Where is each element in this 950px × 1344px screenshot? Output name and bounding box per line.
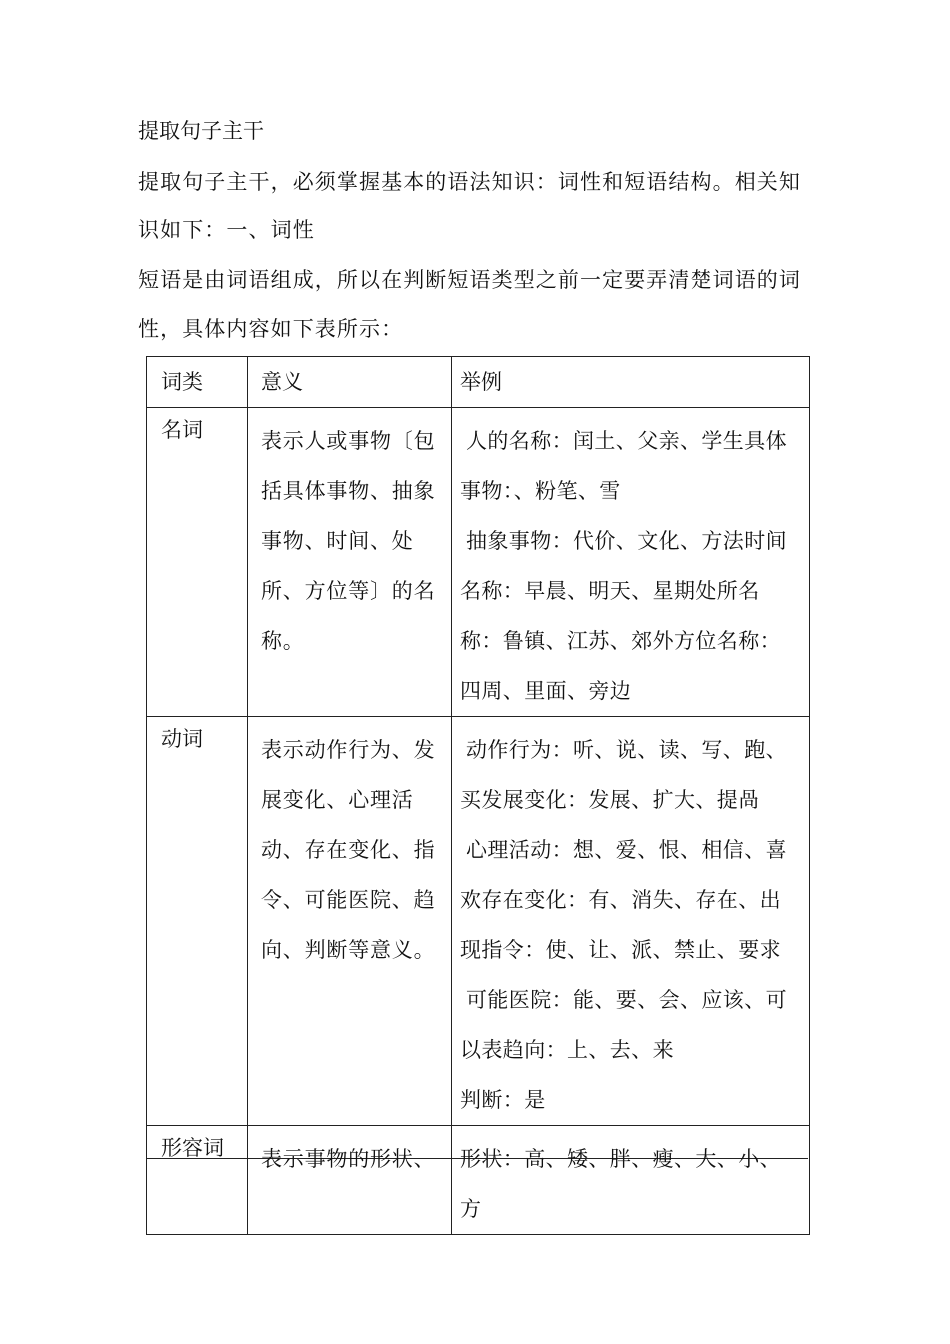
example-line: 事物：、粉笔、雪 [460, 479, 621, 503]
word-class-label: 动词 [161, 727, 203, 751]
word-class-cell [147, 717, 248, 1126]
meaning-line: 所、方位等〕的名 [261, 579, 436, 603]
meaning-text [248, 408, 451, 666]
meaning-line: 展变化、心理活 [261, 788, 414, 812]
example-line: 判断：是 [460, 1088, 546, 1112]
header-cell [147, 357, 248, 408]
example-line: 名称：早晨、明天、星期处所名 [460, 579, 760, 603]
meaning-line: 事物、时间、处 [261, 529, 414, 553]
example-line: 可能医院：能、要、会、应该、可 [466, 988, 787, 1012]
example-line: 买发展变化：发展、扩大、提咼 [460, 788, 760, 812]
example-line: 四周、里面、旁边 [460, 679, 632, 703]
meaning-cell [248, 1126, 452, 1235]
header-cell [452, 357, 810, 408]
examples-text [452, 717, 809, 1125]
page-title: 提取句子主干 [138, 119, 264, 143]
meaning-line: 动、存在变化、指 [261, 838, 436, 862]
paragraph-line: 识如下：一、词性 [138, 218, 315, 242]
meaning-line: 令、可能医院、趋 [261, 888, 436, 912]
example-line: 以表趋向：上、去、来 [460, 1038, 674, 1062]
meaning-cell [248, 408, 452, 717]
examples-cell [452, 1126, 810, 1235]
example-line: 欢存在变化：有、消失、存在、出 [460, 888, 781, 912]
table-row [147, 717, 810, 1126]
header-cell [248, 357, 452, 408]
examples-cell [452, 717, 810, 1126]
example-line: 抽象事物：代价、文化、方法时间 [466, 529, 787, 553]
header-meaning: 意义 [261, 370, 303, 394]
word-class-label: 形容词 [161, 1136, 224, 1160]
meaning-text [248, 717, 451, 975]
meaning-cell [248, 717, 452, 1126]
example-line: 动作行为：听、说、读、写、跑、 [466, 738, 787, 762]
meaning-line: 向、判断等意义。 [261, 938, 436, 962]
examples-text [452, 408, 809, 716]
meaning-line: 表示事物的形状、 [261, 1147, 436, 1171]
meaning-line: 括具体事物、抽象 [261, 479, 436, 503]
word-class-label: 名词 [161, 418, 203, 442]
table-header-row [147, 357, 810, 408]
word-class-cell [147, 1126, 248, 1235]
meaning-line: 表示人或事物〔包 [261, 429, 436, 453]
paragraph-line: 提取句子主干，必须掌握基本的语法知识：词性和短语结构。相关知 [138, 170, 801, 194]
header-word-class: 词类 [161, 370, 203, 394]
word-class-table [146, 356, 808, 1221]
example-line: 称：鲁镇、江苏、郊外方位名称： [460, 629, 781, 653]
meaning-line: 表示动作行为、发 [261, 738, 436, 762]
meaning-text [248, 1126, 451, 1184]
meaning-line: 称。 [261, 629, 305, 653]
paragraph-line: 性，具体内容如下表所示： [138, 317, 404, 341]
example-line: 心理活动：想、爱、恨、相信、喜 [466, 838, 787, 862]
word-class-cell [147, 408, 248, 717]
table-row [147, 408, 810, 717]
table-row [147, 1126, 810, 1235]
example-line: 方 [460, 1197, 482, 1221]
example-line: 形状：高、矮、胖、瘦、大、小、 [460, 1147, 781, 1171]
header-examples: 举例 [460, 370, 502, 394]
paragraph-line: 短语是由词语组成，所以在判断短语类型之前一定要弄清楚词语的词 [138, 268, 801, 292]
examples-cell [452, 408, 810, 717]
examples-text [452, 1126, 809, 1234]
example-line: 现指令：使、让、派、禁止、要求 [460, 938, 781, 962]
example-line: 人的名称：闰土、父亲、学生具体 [466, 429, 787, 453]
